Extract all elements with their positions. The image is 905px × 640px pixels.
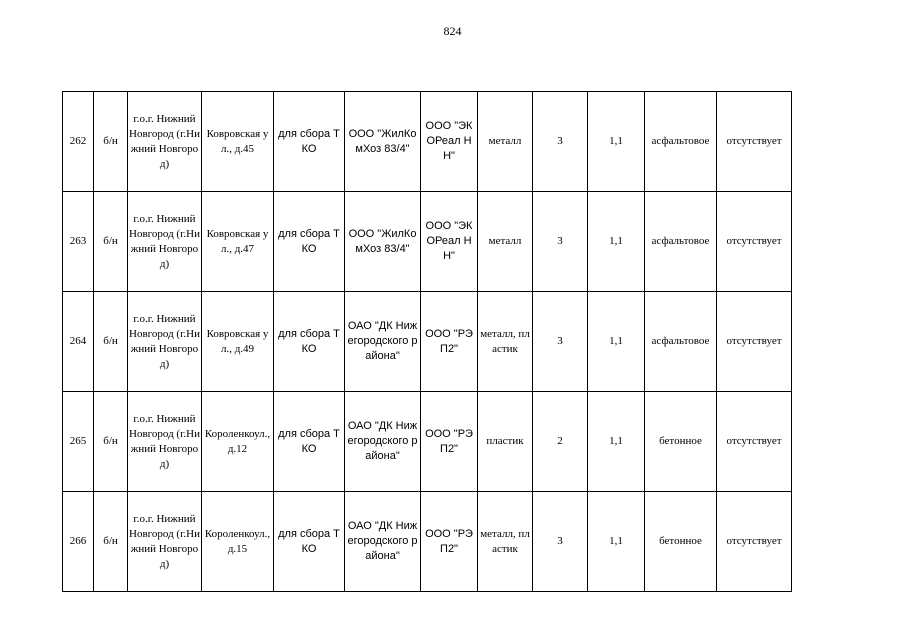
cell-purpose: для сбора ТКО [274, 292, 345, 392]
cell-address: Короленкоул., д.12 [202, 392, 274, 492]
cell-purpose: для сбора ТКО [274, 192, 345, 292]
cell-purpose: для сбора ТКО [274, 392, 345, 492]
cell-registry-mark: б/н [94, 392, 128, 492]
cell-fence: отсутствует [717, 192, 792, 292]
cell-container-material: металл [478, 192, 533, 292]
cell-container-volume: 1,1 [588, 92, 645, 192]
table-row [63, 192, 792, 292]
cell-owner: ОАО "ДК Нижегородского района" [345, 292, 421, 392]
cell-owner: ОАО "ДК Нижегородского района" [345, 492, 421, 592]
cell-owner: ООО "ЖилКомХоз 83/4" [345, 192, 421, 292]
cell-container-material: металл, пластик [478, 292, 533, 392]
cell-purpose: для сбора ТКО [274, 492, 345, 592]
cell-owner: ОАО "ДК Нижегородского района" [345, 392, 421, 492]
cell-surface-type: асфальтовое [645, 92, 717, 192]
cell-number: 264 [63, 292, 94, 392]
cell-container-volume: 1,1 [588, 192, 645, 292]
cell-municipality: г.о.г. Нижний Новгород (г.Нижний Новгород) [128, 192, 202, 292]
cell-container-volume: 1,1 [588, 492, 645, 592]
cell-number: 262 [63, 92, 94, 192]
cell-fence: отсутствует [717, 492, 792, 592]
table-row [63, 292, 792, 392]
cell-registry-mark: б/н [94, 92, 128, 192]
cell-operator: ООО "РЭП2" [421, 292, 478, 392]
cell-container-material: пластик [478, 392, 533, 492]
cell-municipality: г.о.г. Нижний Новгород (г.Нижний Новгород) [128, 292, 202, 392]
cell-operator: ООО "ЭКОРеал НН" [421, 192, 478, 292]
cell-container-count: 3 [533, 92, 588, 192]
cell-registry-mark: б/н [94, 492, 128, 592]
cell-registry-mark: б/н [94, 192, 128, 292]
cell-operator: ООО "РЭП2" [421, 492, 478, 592]
cell-surface-type: асфальтовое [645, 292, 717, 392]
cell-municipality: г.о.г. Нижний Новгород (г.Нижний Новгород) [128, 492, 202, 592]
cell-container-count: 2 [533, 392, 588, 492]
cell-municipality: г.о.г. Нижний Новгород (г.Нижний Новгород) [128, 92, 202, 192]
cell-operator: ООО "РЭП2" [421, 392, 478, 492]
cell-surface-type: бетонное [645, 392, 717, 492]
table-row [63, 392, 792, 492]
cell-container-material: металл, пластик [478, 492, 533, 592]
table-row [63, 492, 792, 592]
cell-container-count: 3 [533, 192, 588, 292]
cell-purpose: для сбора ТКО [274, 92, 345, 192]
cell-address: Ковровская ул., д.47 [202, 192, 274, 292]
cell-container-volume: 1,1 [588, 392, 645, 492]
cell-municipality: г.о.г. Нижний Новгород (г.Нижний Новгород) [128, 392, 202, 492]
cell-fence: отсутствует [717, 392, 792, 492]
container-sites-table [62, 91, 792, 592]
cell-address: Ковровская ул., д.45 [202, 92, 274, 192]
cell-owner: ООО "ЖилКомХоз 83/4" [345, 92, 421, 192]
cell-fence: отсутствует [717, 292, 792, 392]
cell-container-material: металл [478, 92, 533, 192]
cell-number: 263 [63, 192, 94, 292]
cell-number: 266 [63, 492, 94, 592]
cell-address: Короленкоул., д.15 [202, 492, 274, 592]
cell-container-count: 3 [533, 292, 588, 392]
table-body [63, 92, 792, 592]
page-number: 824 [443, 24, 462, 38]
table-row [63, 92, 792, 192]
cell-surface-type: асфальтовое [645, 192, 717, 292]
cell-container-volume: 1,1 [588, 292, 645, 392]
cell-number: 265 [63, 392, 94, 492]
cell-surface-type: бетонное [645, 492, 717, 592]
cell-address: Ковровская ул., д.49 [202, 292, 274, 392]
cell-container-count: 3 [533, 492, 588, 592]
cell-fence: отсутствует [717, 92, 792, 192]
cell-registry-mark: б/н [94, 292, 128, 392]
cell-operator: ООО "ЭКОРеал НН" [421, 92, 478, 192]
